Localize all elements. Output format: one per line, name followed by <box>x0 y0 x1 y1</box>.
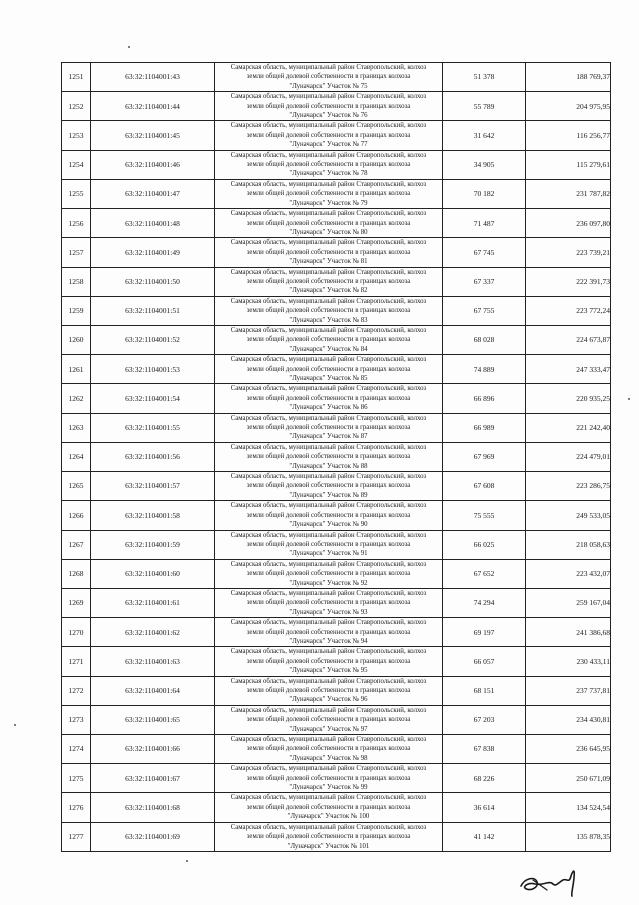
table-row <box>62 355 611 384</box>
address-cell <box>215 442 443 471</box>
table-row <box>62 705 611 734</box>
address-cell <box>215 735 443 764</box>
cadastral-number-cell: 63:32:1104001:69 <box>91 822 215 851</box>
row-number-cell: 1258 <box>62 267 91 296</box>
address-cell <box>215 325 443 354</box>
address-line: "Луначарск" Участок № 88 <box>289 462 368 470</box>
area-cell: 67 608 <box>443 472 526 501</box>
cadastral-number-cell: 63:32:1104001:64 <box>91 676 215 705</box>
cadastral-value-cell: 223 432,07 <box>526 559 611 588</box>
table-row <box>62 559 611 588</box>
cadastral-value-cell: 204 975,95 <box>526 92 611 121</box>
address-line: земли общей долевой собственности в границах колхоза <box>246 716 411 724</box>
row-number-cell: 1275 <box>62 764 91 793</box>
row-number-cell: 1253 <box>62 121 91 150</box>
address-cell <box>215 355 443 384</box>
address-line: земли общей долевой собственности в границах колхоза <box>246 803 411 811</box>
address-line: земли общей долевой собственности в границах колхоза <box>246 687 411 694</box>
address-line: "Луначарск" Участок № 77 <box>289 141 368 149</box>
address-line: "Луначарск" Участок № 81 <box>289 258 368 266</box>
area-cell: 67 838 <box>443 735 526 764</box>
area-cell: 66 025 <box>443 530 526 559</box>
address-cell <box>215 63 443 92</box>
cadastral-value-cell: 221 242,40 <box>526 413 611 442</box>
address-line: земли общей долевой собственности в границах колхоза <box>246 131 411 139</box>
cadastral-number-cell: 63:32:1104001:52 <box>91 325 215 354</box>
table-row <box>62 793 611 822</box>
table-row <box>62 822 611 851</box>
area-cell: 66 057 <box>443 647 526 676</box>
area-cell: 67 969 <box>443 442 526 471</box>
address-line: Самарская область, муниципальный район Ставропольский, колхоз <box>230 648 427 656</box>
table-row <box>62 121 611 150</box>
address-line: земли общей долевой собственности в границах колхоза <box>246 248 411 256</box>
area-cell: 41 142 <box>443 822 526 851</box>
address-cell <box>215 472 443 501</box>
area-cell: 67 652 <box>443 559 526 588</box>
area-cell: 66 896 <box>443 384 526 413</box>
table-row <box>62 647 611 676</box>
cadastral-number-cell: 63:32:1104001:46 <box>91 150 215 179</box>
cadastral-value-cell: 236 097,80 <box>526 209 611 238</box>
table-row <box>62 618 611 647</box>
cadastral-value-cell: 188 769,37 <box>526 63 611 92</box>
row-number-cell: 1273 <box>62 705 91 734</box>
address-line: "Луначарск" Участок № 89 <box>289 491 368 499</box>
table-row <box>62 209 611 238</box>
area-cell: 70 182 <box>443 179 526 208</box>
address-line: "Луначарск" Участок № 83 <box>289 316 368 324</box>
row-number-cell: 1276 <box>62 793 91 822</box>
address-line: "Луначарск" Участок № 98 <box>289 754 368 762</box>
address-line: Самарская область, муниципальный район Ставропольский, колхоз <box>230 122 427 130</box>
cadastral-number-cell: 63:32:1104001:68 <box>91 793 215 822</box>
cadastral-value-cell: 247 333,47 <box>526 355 611 384</box>
address-cell <box>215 676 443 705</box>
address-line: земли общей долевой собственности в границах колхоза <box>246 570 411 578</box>
cadastral-number-cell: 63:32:1104001:65 <box>91 705 215 734</box>
area-cell: 67 745 <box>443 238 526 267</box>
cadastral-number-cell: 63:32:1104001:45 <box>91 121 215 150</box>
address-line: "Луначарск" Участок № 91 <box>289 550 368 558</box>
cadastral-number-cell: 63:32:1104001:51 <box>91 296 215 325</box>
table-body <box>62 63 611 852</box>
address-line: "Луначарск" Участок № 101 <box>287 842 370 850</box>
address-line: Самарская область, муниципальный район Ставропольский, колхоз <box>230 619 427 627</box>
address-line: земли общей долевой собственности в границах колхоза <box>246 511 411 519</box>
scan-speck <box>628 398 630 400</box>
cadastral-value-cell: 241 386,68 <box>526 618 611 647</box>
address-line: Самарская область, муниципальный район Ставропольский, колхоз <box>230 765 427 773</box>
address-line: "Луначарск" Участок № 84 <box>289 345 368 353</box>
row-number-cell: 1272 <box>62 676 91 705</box>
address-cell <box>215 793 443 822</box>
cadastral-value-cell: 237 737,81 <box>526 676 611 705</box>
address-cell <box>215 822 443 851</box>
address-line: Самарская область, муниципальный район Ставропольский, колхоз <box>230 502 427 510</box>
row-number-cell: 1254 <box>62 150 91 179</box>
table-row <box>62 384 611 413</box>
cadastral-value-cell: 234 430,81 <box>526 705 611 734</box>
cadastral-value-cell: 224 479,01 <box>526 442 611 471</box>
area-cell: 67 337 <box>443 267 526 296</box>
address-line: земли общей долевой собственности в границах колхоза <box>246 190 411 198</box>
area-cell: 68 151 <box>443 676 526 705</box>
cadastral-number-cell: 63:32:1104001:53 <box>91 355 215 384</box>
cadastral-number-cell: 63:32:1104001:44 <box>91 92 215 121</box>
cadastral-number-cell: 63:32:1104001:62 <box>91 618 215 647</box>
cadastral-number-cell: 63:32:1104001:55 <box>91 413 215 442</box>
address-line: "Луначарск" Участок № 99 <box>289 784 368 792</box>
address-line: Самарская область, муниципальный район Ставропольский, колхоз <box>230 210 427 218</box>
row-number-cell: 1252 <box>62 92 91 121</box>
cadastral-number-cell: 63:32:1104001:67 <box>91 764 215 793</box>
cadastral-number-cell: 63:32:1104001:63 <box>91 647 215 676</box>
address-line: Самарская область, муниципальный район Ставропольский, колхоз <box>230 794 427 802</box>
address-line: "Луначарск" Участок № 97 <box>289 725 368 733</box>
land-plot-table <box>61 62 611 852</box>
address-line: Самарская область, муниципальный район Ставропольский, колхоз <box>230 677 427 685</box>
row-number-cell: 1262 <box>62 384 91 413</box>
row-number-cell: 1263 <box>62 413 91 442</box>
address-line: земли общей долевой собственности в границах колхоза <box>246 365 411 373</box>
cadastral-value-cell: 222 391,73 <box>526 267 611 296</box>
cadastral-number-cell: 63:32:1104001:47 <box>91 179 215 208</box>
cadastral-number-cell: 63:32:1104001:56 <box>91 442 215 471</box>
row-number-cell: 1257 <box>62 238 91 267</box>
address-cell <box>215 150 443 179</box>
table-row <box>62 413 611 442</box>
address-cell <box>215 296 443 325</box>
address-line: "Луначарск" Участок № 90 <box>289 521 368 529</box>
address-line: земли общей долевой собственности в границах колхоза <box>246 307 411 315</box>
address-line: Самарская область, муниципальный район Ставропольский, колхоз <box>230 473 427 481</box>
cadastral-value-cell: 223 286,75 <box>526 472 611 501</box>
address-cell <box>215 121 443 150</box>
address-cell <box>215 588 443 617</box>
row-number-cell: 1260 <box>62 325 91 354</box>
address-cell <box>215 179 443 208</box>
address-line: земли общей долевой собственности в границах колхоза <box>246 73 411 81</box>
cadastral-value-cell: 115 279,61 <box>526 150 611 179</box>
row-number-cell: 1277 <box>62 822 91 851</box>
address-line: "Луначарск" Участок № 95 <box>289 667 368 675</box>
address-line: "Луначарск" Участок № 86 <box>289 404 368 412</box>
cadastral-value-cell: 250 671,09 <box>526 764 611 793</box>
address-cell <box>215 647 443 676</box>
address-line: земли общей долевой собственности в границах колхоза <box>246 453 411 461</box>
table-row <box>62 735 611 764</box>
table-row <box>62 501 611 530</box>
address-line: Самарская область, муниципальный район Ставропольский, колхоз <box>230 356 427 364</box>
area-cell: 67 755 <box>443 296 526 325</box>
row-number-cell: 1265 <box>62 472 91 501</box>
cadastral-value-cell: 135 878,35 <box>526 822 611 851</box>
address-line: "Луначарск" Участок № 94 <box>289 637 368 645</box>
cadastral-value-cell: 249 533,05 <box>526 501 611 530</box>
cadastral-number-cell: 63:32:1104001:43 <box>91 63 215 92</box>
cadastral-number-cell: 63:32:1104001:61 <box>91 588 215 617</box>
address-line: земли общей долевой собственности в границах колхоза <box>246 745 411 753</box>
cadastral-number-cell: 63:32:1104001:50 <box>91 267 215 296</box>
row-number-cell: 1270 <box>62 618 91 647</box>
area-cell: 75 555 <box>443 501 526 530</box>
area-cell: 68 226 <box>443 764 526 793</box>
address-line: "Луначарск" Участок № 96 <box>289 696 368 704</box>
address-line: земли общей долевой собственности в границах колхоза <box>246 102 411 110</box>
address-line: Самарская область, муниципальный район Ставропольский, колхоз <box>230 93 427 101</box>
address-line: Самарская область, муниципальный район Ставропольский, колхоз <box>230 326 427 334</box>
cadastral-number-cell: 63:32:1104001:48 <box>91 209 215 238</box>
address-line: "Луначарск" Участок № 87 <box>289 433 368 441</box>
address-line: Самарская область, муниципальный район Ставропольский, колхоз <box>230 531 427 539</box>
area-cell: 34 905 <box>443 150 526 179</box>
address-cell <box>215 209 443 238</box>
row-number-cell: 1268 <box>62 559 91 588</box>
area-cell: 55 789 <box>443 92 526 121</box>
address-line: "Луначарск" Участок № 75 <box>289 82 368 90</box>
row-number-cell: 1274 <box>62 735 91 764</box>
row-number-cell: 1251 <box>62 63 91 92</box>
cadastral-value-cell: 230 433,11 <box>526 647 611 676</box>
table-row <box>62 472 611 501</box>
cadastral-number-cell: 63:32:1104001:60 <box>91 559 215 588</box>
area-cell: 68 028 <box>443 325 526 354</box>
cadastral-number-cell: 63:32:1104001:58 <box>91 501 215 530</box>
address-line: Самарская область, муниципальный район Ставропольский, колхоз <box>230 560 427 568</box>
address-line: Самарская область, муниципальный район Ставропольский, колхоз <box>230 151 427 159</box>
address-line: земли общей долевой собственности в границах колхоза <box>246 394 411 402</box>
address-line: Самарская область, муниципальный район Ставропольский, колхоз <box>230 64 427 71</box>
address-line: земли общей долевой собственности в границах колхоза <box>246 482 411 490</box>
address-cell <box>215 530 443 559</box>
address-line: "Луначарск" Участок № 92 <box>289 579 368 587</box>
address-line: земли общей долевой собственности в границах колхоза <box>246 599 411 607</box>
cadastral-value-cell: 223 739,21 <box>526 238 611 267</box>
table-row <box>62 530 611 559</box>
table-row <box>62 238 611 267</box>
address-line: земли общей долевой собственности в границах колхоза <box>246 424 411 432</box>
row-number-cell: 1269 <box>62 588 91 617</box>
address-line: "Луначарск" Участок № 79 <box>289 199 368 207</box>
area-cell: 74 294 <box>443 588 526 617</box>
table-row <box>62 676 611 705</box>
table-row <box>62 92 611 121</box>
address-line: земли общей долевой собственности в границах колхоза <box>246 161 411 169</box>
address-cell <box>215 764 443 793</box>
cadastral-value-cell: 218 058,63 <box>526 530 611 559</box>
address-line: земли общей долевой собственности в границах колхоза <box>246 833 411 841</box>
row-number-cell: 1271 <box>62 647 91 676</box>
row-number-cell: 1256 <box>62 209 91 238</box>
address-cell <box>215 559 443 588</box>
address-line: Самарская область, муниципальный район Ставропольский, колхоз <box>230 268 427 276</box>
address-cell <box>215 384 443 413</box>
table-row <box>62 764 611 793</box>
cadastral-value-cell: 224 673,87 <box>526 325 611 354</box>
scan-speck <box>128 46 130 48</box>
cadastral-value-cell: 220 935,25 <box>526 384 611 413</box>
address-line: "Луначарск" Участок № 93 <box>289 608 368 616</box>
address-line: "Луначарск" Участок № 82 <box>289 287 368 295</box>
area-cell: 31 642 <box>443 121 526 150</box>
address-cell <box>215 238 443 267</box>
cadastral-value-cell: 134 524,54 <box>526 793 611 822</box>
cadastral-value-cell: 223 772,24 <box>526 296 611 325</box>
address-line: Самарская область, муниципальный район Ставропольский, колхоз <box>230 239 427 247</box>
address-line: Самарская область, муниципальный район Ставропольский, колхоз <box>230 706 427 714</box>
address-line: Самарская область, муниципальный район Ставропольский, колхоз <box>230 297 427 305</box>
address-line: Самарская область, муниципальный район Ставропольский, колхоз <box>230 589 427 597</box>
row-number-cell: 1266 <box>62 501 91 530</box>
address-line: земли общей долевой собственности в границах колхоза <box>246 277 411 285</box>
cadastral-number-cell: 63:32:1104001:54 <box>91 384 215 413</box>
scan-speck <box>14 724 16 726</box>
table-row <box>62 267 611 296</box>
address-line: Самарская область, муниципальный район Ставропольский, колхоз <box>230 180 427 188</box>
table-row <box>62 296 611 325</box>
address-cell <box>215 413 443 442</box>
address-line: Самарская область, муниципальный район Ставропольский, колхоз <box>230 385 427 393</box>
address-line: Самарская область, муниципальный район Ставропольский, колхоз <box>230 736 427 744</box>
address-line: земли общей долевой собственности в границах колхоза <box>246 540 411 548</box>
address-cell <box>215 92 443 121</box>
address-line: Самарская область, муниципальный район Ставропольский, колхоз <box>230 823 427 831</box>
address-line: земли общей долевой собственности в границах колхоза <box>246 657 411 665</box>
address-cell <box>215 267 443 296</box>
scan-speck <box>186 860 188 862</box>
table-row <box>62 150 611 179</box>
address-cell <box>215 705 443 734</box>
area-cell: 67 203 <box>443 705 526 734</box>
row-number-cell: 1255 <box>62 179 91 208</box>
row-number-cell: 1259 <box>62 296 91 325</box>
address-line: "Луначарск" Участок № 80 <box>289 228 368 236</box>
address-line: "Луначарск" Участок № 100 <box>287 813 370 821</box>
address-line: земли общей долевой собственности в границах колхоза <box>246 219 411 227</box>
table-row <box>62 442 611 471</box>
table-row <box>62 588 611 617</box>
row-number-cell: 1261 <box>62 355 91 384</box>
address-line: "Луначарск" Участок № 85 <box>289 375 368 382</box>
cadastral-value-cell: 259 167,04 <box>526 588 611 617</box>
address-line: Самарская область, муниципальный район Ставропольский, колхоз <box>230 443 427 451</box>
address-line: Самарская область, муниципальный район Ставропольский, колхоз <box>230 414 427 422</box>
table-row <box>62 325 611 354</box>
cadastral-value-cell: 116 256,77 <box>526 121 611 150</box>
cadastral-number-cell: 63:32:1104001:57 <box>91 472 215 501</box>
area-cell: 71 487 <box>443 209 526 238</box>
address-line: земли общей долевой собственности в границах колхоза <box>246 628 411 636</box>
address-line: "Луначарск" Участок № 78 <box>289 170 368 178</box>
row-number-cell: 1267 <box>62 530 91 559</box>
area-cell: 66 989 <box>443 413 526 442</box>
area-cell: 36 614 <box>443 793 526 822</box>
area-cell: 51 378 <box>443 63 526 92</box>
cadastral-number-cell: 63:32:1104001:49 <box>91 238 215 267</box>
signature-icon <box>515 866 585 898</box>
address-cell <box>215 501 443 530</box>
address-line: "Луначарск" Участок № 76 <box>289 112 368 120</box>
area-cell: 74 889 <box>443 355 526 384</box>
cadastral-value-cell: 231 787,82 <box>526 179 611 208</box>
table-row <box>62 179 611 208</box>
row-number-cell: 1264 <box>62 442 91 471</box>
cadastral-number-cell: 63:32:1104001:59 <box>91 530 215 559</box>
address-cell <box>215 618 443 647</box>
address-line: земли общей долевой собственности в границах колхоза <box>246 774 411 782</box>
table-row <box>62 63 611 92</box>
cadastral-number-cell: 63:32:1104001:66 <box>91 735 215 764</box>
address-line: земли общей долевой собственности в границах колхоза <box>246 336 411 344</box>
cadastral-value-cell: 236 645,95 <box>526 735 611 764</box>
area-cell: 69 197 <box>443 618 526 647</box>
